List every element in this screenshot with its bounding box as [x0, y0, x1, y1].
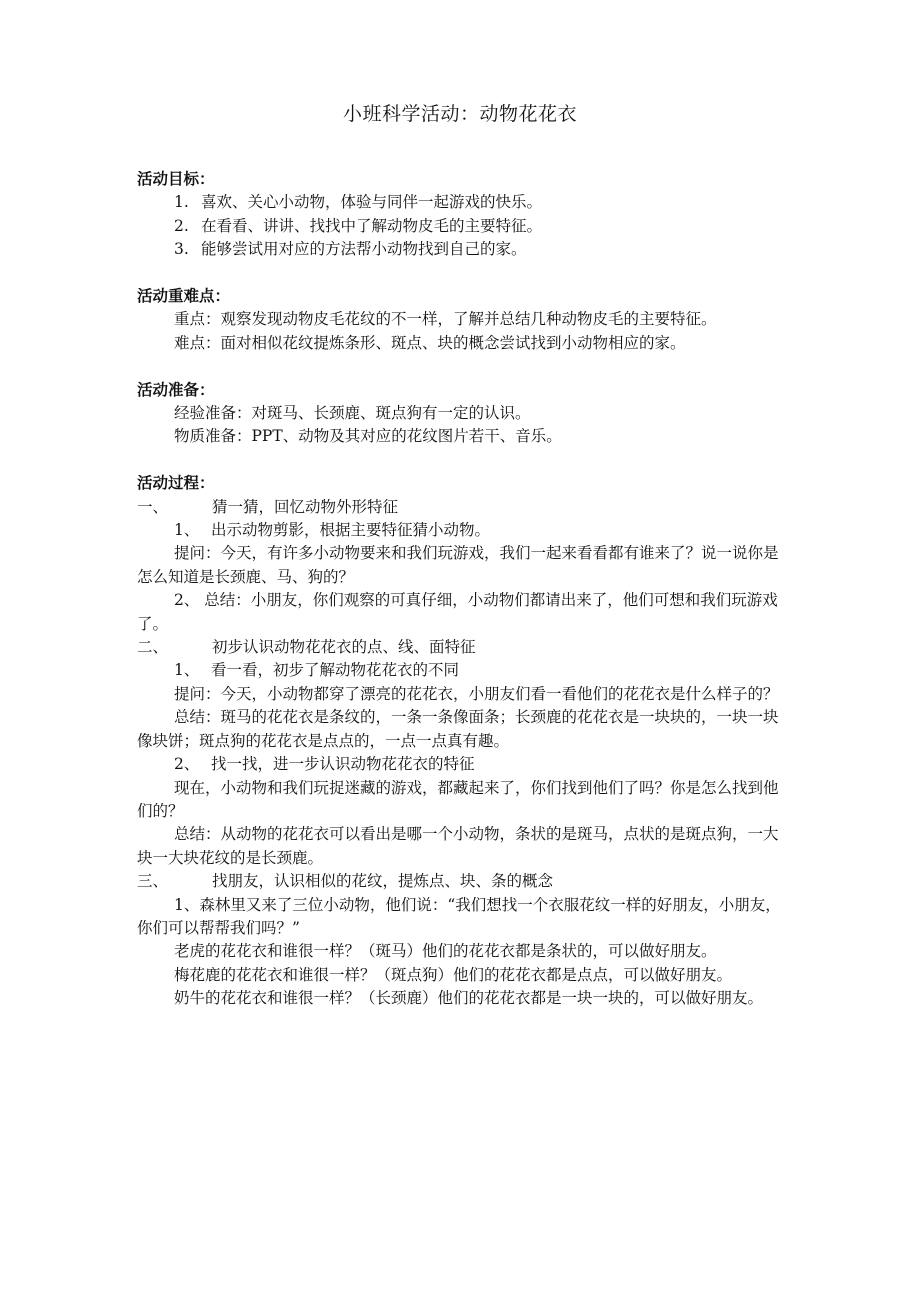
goal-number: 1. — [174, 193, 189, 212]
document-body — [137, 168, 787, 1011]
preparation-heading: 活动准备： — [137, 380, 215, 399]
subsection-title — [137, 753, 787, 776]
paragraph: 提问：今天，有许多小动物要来和我们玩游戏，我们一起来看看都有谁来了？说一说你是怎么知道是长颈鹿、马、狗的？ — [137, 544, 779, 586]
section-title-text: 猜一猜，回忆动物外形特征 — [212, 497, 399, 516]
subsection-number: 1、 — [174, 661, 200, 680]
difficulties-heading: 活动重难点： — [137, 287, 231, 306]
paragraph: 梅花鹿的花花衣和谁很一样？（斑点狗）他们的花花衣都是点点，可以做好朋友。 — [174, 965, 733, 984]
goal-item — [137, 191, 787, 214]
paragraph: 现在，小动物和我们玩捉迷藏的游戏，都藏起来了，你们找到他们了吗？你是怎么找到他们的？ — [137, 778, 779, 820]
section-title — [137, 870, 787, 893]
goal-text: 在看看、讲讲、找找中了解动物皮毛的主要特征。 — [201, 216, 543, 235]
paragraph: 1、森林里又来了三位小动物，他们说：“我们想找一个衣服花纹一样的好朋友，小朋友，你们可以帮帮我们吗？” — [137, 895, 781, 937]
section-number: 一、 — [137, 497, 169, 516]
subsection-title — [137, 519, 787, 542]
paragraph: 总结：从动物的花花衣可以看出是哪一个小动物，条状的是斑马，点状的是斑点狗，一大块一大块花纹的是长颈鹿。 — [137, 825, 779, 867]
goals-heading: 活动目标： — [137, 170, 215, 188]
subsection-number: 1、 — [174, 521, 200, 540]
section-number: 二、 — [137, 638, 169, 657]
paragraph: 总结：斑马的花花衣是条纹的，一条一条像面条；长颈鹿的花花衣是一块块的，一块一块像块饼；斑点狗的花花衣是点点的，一点一点真有趣。 — [137, 708, 779, 750]
goal-text: 能够尝试用对应的方法帮小动物找到自己的家。 — [201, 240, 527, 259]
goal-text: 喜欢、关心小动物，体验与同伴一起游戏的快乐。 — [201, 193, 543, 212]
subsection-title-text: 看一看，初步了解动物花花衣的不同 — [211, 661, 460, 680]
section-title-text: 找朋友，认识相似的花纹，提炼点、块、条的概念 — [212, 872, 554, 891]
goal-number: 3. — [174, 240, 189, 259]
goal-number: 2. — [174, 216, 189, 235]
goal-item — [137, 215, 787, 238]
page-title: 小班科学活动：动物花花衣 — [342, 103, 577, 125]
section-title-text: 初步认识动物花花衣的点、线、面特征 — [212, 638, 476, 657]
paragraph: 老虎的花花衣和谁很一样？（斑马）他们的花花衣都是条状的，可以做好朋友。 — [174, 942, 717, 961]
experience-prep: 经验准备：对斑马、长颈鹿、斑点狗有一定的认识。 — [174, 404, 531, 423]
process-heading: 活动过程： — [137, 474, 215, 493]
subsection-title-text: 出示动物剪影，根据主要特征猜小动物。 — [211, 521, 491, 540]
hard-point: 难点：面对相似花纹提炼条形、斑点、块的概念尝试找到小动物相应的家。 — [174, 333, 686, 352]
subsection-number: 2、 — [174, 755, 200, 774]
key-point: 重点：观察发现动物皮毛花纹的不一样，了解并总结几种动物皮毛的主要特征。 — [174, 310, 717, 329]
paragraph: 提问：今天，小动物都穿了漂亮的花花衣，小朋友们看一看他们的花花衣是什么样子的？ — [174, 684, 779, 703]
section-title — [137, 636, 787, 659]
subsection-title-text: 找一找，进一步认识动物花花衣的特征 — [211, 755, 475, 774]
goal-item — [137, 238, 787, 261]
section-title — [137, 496, 787, 519]
material-prep: 物质准备：PPT、动物及其对应的花纹图片若干、音乐。 — [174, 427, 562, 446]
paragraph: 2、 总结：小朋友，你们观察的可真仔细，小动物们都请出来了，他们可想和我们玩游戏了。 — [137, 591, 778, 633]
section-number: 三、 — [137, 872, 169, 891]
paragraph: 奶牛的花花衣和谁很一样？（长颈鹿）他们的花花衣都是一块一块的，可以做好朋友。 — [174, 989, 764, 1008]
subsection-title — [137, 659, 787, 682]
